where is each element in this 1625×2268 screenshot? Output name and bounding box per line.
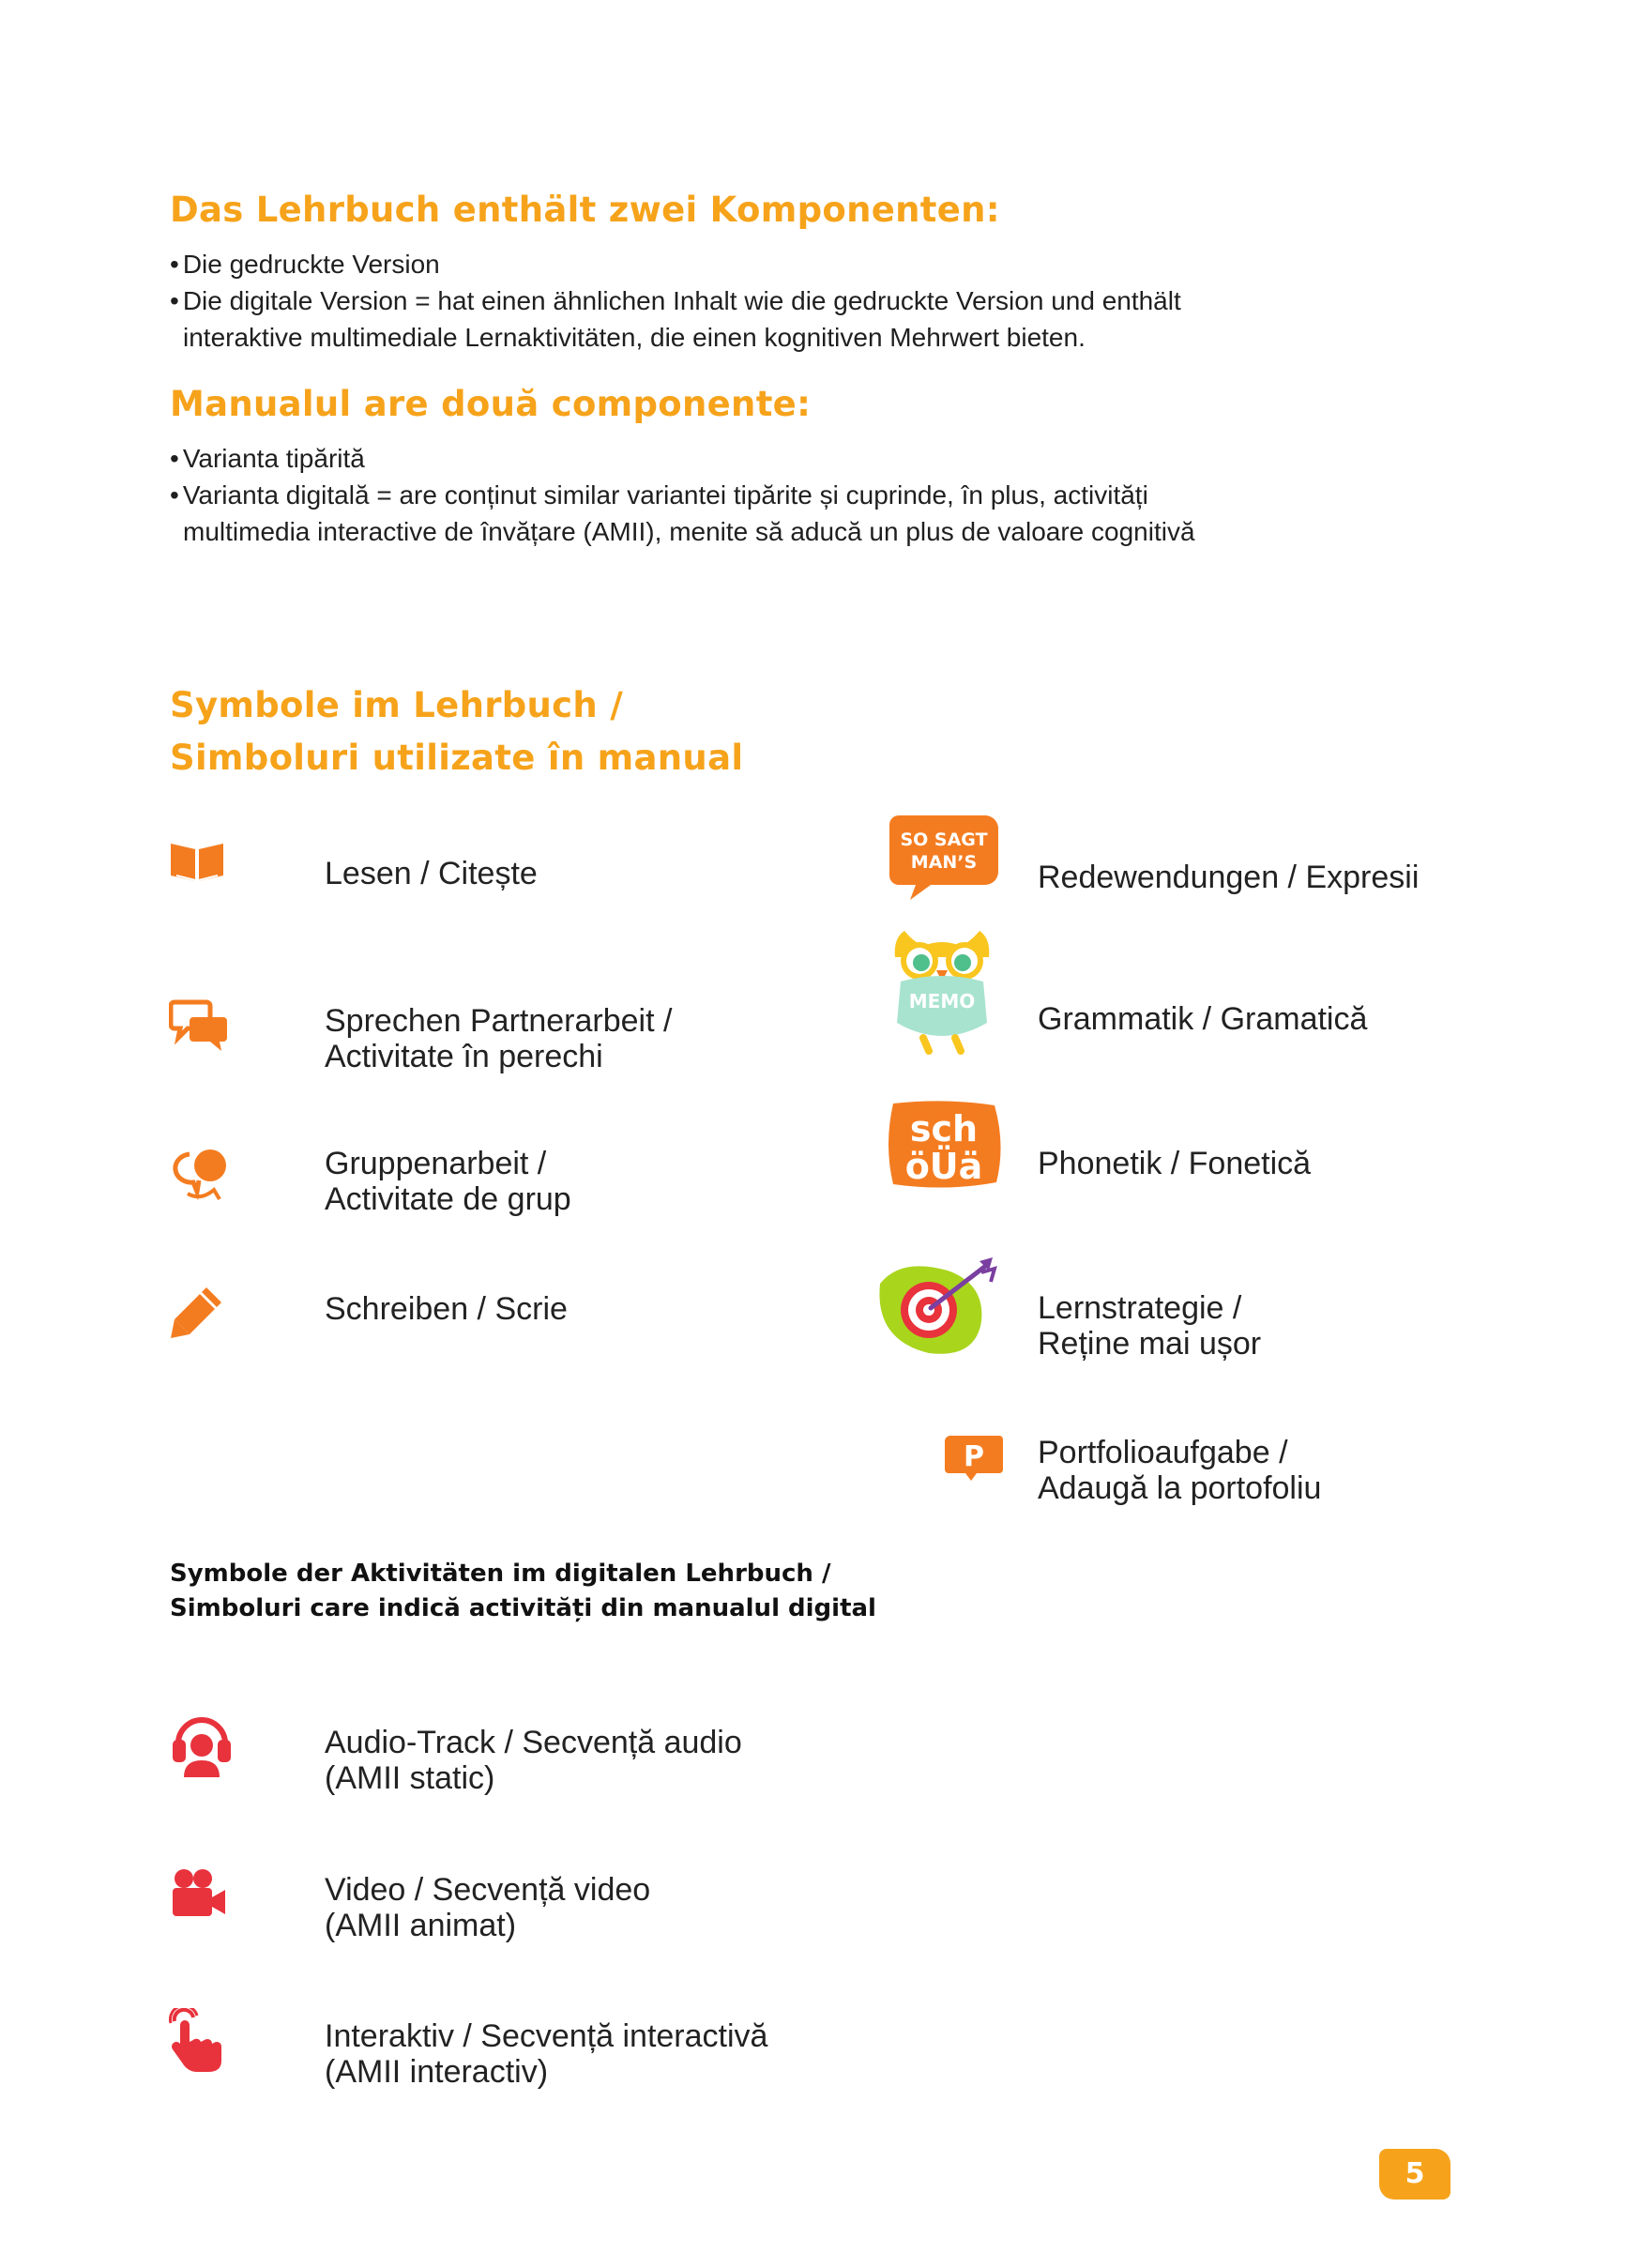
section2-title: Manualul are două componente: xyxy=(170,384,812,424)
list-item: • Varianta digitală = are conținut similar variantei tipărite și cuprinde, în plus, activități multimedia interactive de învățare (AMII), menite să aducă un plus de valoare cognitivă xyxy=(170,477,1221,550)
label-grammatik: Grammatik / Gramatică xyxy=(1038,1001,1368,1037)
label-phonetik: Phonetik / Fonetică xyxy=(1038,1146,1312,1181)
phonetics-badge-line1: sch xyxy=(909,1108,979,1149)
portfolio-icon xyxy=(943,1434,1005,1487)
digital-title-line1: Symbole der Aktivitäten im digitalen Lehrbuch / xyxy=(170,1560,831,1588)
phonetics-badge-line2: öÜä xyxy=(904,1146,983,1187)
label-partnerarbeit: Sprechen Partnerarbeit / Activitate în perechi xyxy=(325,1003,673,1074)
page-number: 5 xyxy=(1379,2149,1450,2200)
symbols-title-line2: Simboluri utilizate în manual xyxy=(170,738,744,778)
label-redewendungen: Redewendungen / Expresii xyxy=(1038,860,1420,895)
symbols-title-line1: Symbole im Lehrbuch / xyxy=(170,685,624,725)
digital-title-line2: Simboluri care indică activități din manualul digital xyxy=(170,1594,876,1622)
memo-badge: MEMO xyxy=(908,990,976,1012)
target-icon xyxy=(873,1256,1004,1363)
phonetics-icon xyxy=(880,1098,1006,1196)
speech-bubbles-icon xyxy=(169,997,231,1059)
video-camera-icon xyxy=(171,1867,227,1925)
list-item: • Die digitale Version = hat einen ähnlichen Inhalt wie die gedruckte Version und enthält interaktive multimediale Lernaktivitäten, die einen kognitiven Mehrwert bieten. xyxy=(170,282,1221,356)
book-icon xyxy=(167,838,227,888)
group-bubbles-icon xyxy=(169,1147,231,1210)
label-lesen: Lesen / Citește xyxy=(325,856,538,891)
label-video: Video / Secvență video (AMII animat) xyxy=(325,1872,651,1943)
label-gruppenarbeit: Gruppenarbeit / Activitate de grup xyxy=(325,1146,571,1217)
label-lernstrategie: Lernstrategie / Reține mai ușor xyxy=(1038,1290,1262,1362)
label-audio: Audio-Track / Secvență audio (AMII static) xyxy=(325,1725,742,1796)
portfolio-badge: P xyxy=(964,1440,984,1473)
label-interaktiv: Interaktiv / Secvență interactivă (AMII interactiv) xyxy=(325,2018,768,2090)
so-sagt-badge-line2: MAN’S xyxy=(910,852,978,873)
section2-bullets xyxy=(170,440,1221,550)
memo-owl-icon xyxy=(886,929,998,1061)
headphones-icon xyxy=(171,1710,233,1782)
pencil-icon xyxy=(169,1284,225,1345)
label-schreiben: Schreiben / Scrie xyxy=(325,1291,568,1327)
so-sagt-badge-line1: SO SAGT xyxy=(900,830,988,850)
section1-bullets xyxy=(170,246,1221,356)
list-item: • Die gedruckte Version xyxy=(170,246,1221,282)
touch-hand-icon xyxy=(169,2008,225,2078)
so-sagt-mans-icon xyxy=(888,812,1000,906)
list-item: • Varianta tipărită xyxy=(170,440,1221,477)
label-portfolio: Portfolioaufgabe / Adaugă la portofoliu xyxy=(1038,1435,1322,1506)
section1-title: Das Lehrbuch enthält zwei Komponenten: xyxy=(170,190,1000,230)
